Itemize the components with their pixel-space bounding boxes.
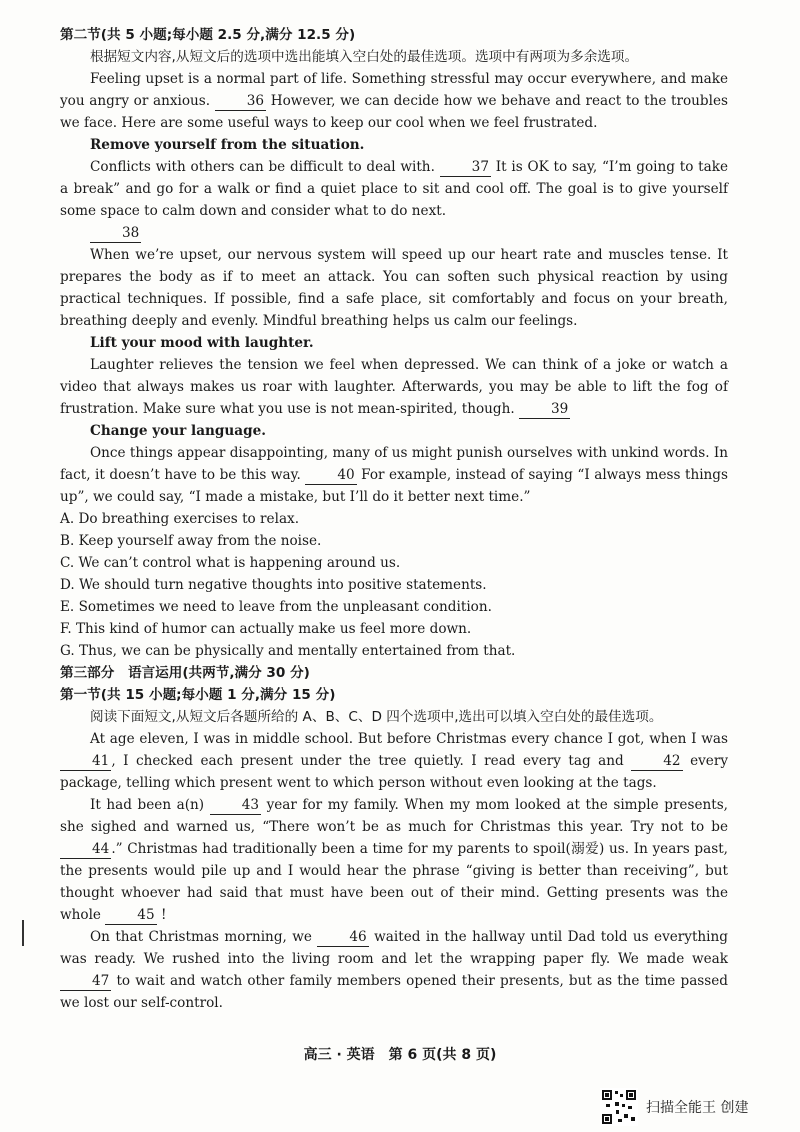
blank-40: 40 [305,466,356,485]
text: every package, telling which present went to which person without even looking at the tags. [60,753,729,791]
blank-41: 41 [60,752,111,771]
text: Feeling upset is a normal part of life. Something stressful may occur everywhere, and make you angry or anxious. [60,71,728,109]
passage-paragraph [60,442,728,508]
option-b: B. Keep yourself away from the noise. [60,533,322,549]
blank-37: 37 [440,158,491,177]
cloze-paragraph [60,728,728,794]
text: It had been a(n) [90,797,205,813]
text: For example, instead of saying “I always mess things up”, we could say, “I made a mistake, but I’ll do it better next time.” [60,467,728,505]
subheading-language: Change your language. [90,423,266,439]
blank-43: 43 [210,796,261,815]
text: Laughter relieves the tension we feel when depressed. We can think of a joke or watch a video that always makes us roar with laughter. Afterwards, you may be able to lift the fog of frustration. Make sure what you use is not mean-spirited, though. [60,357,728,417]
part3-heading: 第三部分 语言运用(共两节,满分 30 分) [60,665,310,681]
text: .” Christmas had traditionally been a time for my parents to spoil(溺爱) us. In years past, the presents would pile up and I would hear the phrase “giving is better than receiving”, but thought whoever had said that must have been out of their mind. Getting presents was the whole [60,841,728,923]
option-c: C. We can’t control what is happening around us. [60,555,401,571]
subheading-laughter: Lift your mood with laughter. [90,335,314,351]
blank-44: 44 [60,840,111,859]
text: year for my family. When my mom looked at the simple presents, she sighed and warned us, “There won’t be as much for Christmas this year. Try not to be [60,797,729,835]
text: On that Christmas morning, we [90,929,312,945]
blank-46: 46 [317,928,368,947]
text: At age eleven, I was in middle school. But before Christmas every chance I got, when I was [90,731,728,747]
text: , I checked each present under the tree quietly. I read every tag and [111,753,624,769]
cloze-paragraph [60,794,728,926]
blank-45: 45 [105,906,156,925]
text: However, we can decide how we behave and react to the troubles we face. Here are some useful ways to keep our cool when we feel frustrated. [60,93,728,131]
text: ! [160,907,167,923]
section2-instruction: 根据短文内容,从短文后的选项中选出能填入空白处的最佳选项。选项中有两项为多余选项。 [90,49,639,65]
section2-heading: 第二节(共 5 小题;每小题 2.5 分,满分 12.5 分) [60,27,356,43]
part3-section1-heading: 第一节(共 15 小题;每小题 1 分,满分 15 分) [60,687,336,703]
blank-42: 42 [631,752,682,771]
scanner-stamp [600,1088,748,1126]
blank-39: 39 [519,400,570,419]
blank-38: 38 [90,224,141,243]
margin-mark [22,920,24,946]
text: waited in the hallway until Dad told us everything was ready. We rushed into the living room and let the wrapping paper fly. We made weak [60,929,728,967]
option-g: G. Thus, we can be physically and mentally entertained from that. [60,643,516,659]
blank-36: 36 [215,92,266,111]
passage-paragraph [60,354,728,420]
blank-47: 47 [60,972,111,991]
part3-instruction: 阅读下面短文,从短文后各题所给的 A、B、C、D 四个选项中,选出可以填入空白处的最佳选项。 [90,709,663,725]
option-d: D. We should turn negative thoughts into positive statements. [60,577,487,593]
cloze-paragraph [60,926,728,1014]
passage-paragraph [60,68,728,134]
text: Conflicts with others can be difficult to deal with. [90,159,435,175]
passage-paragraph [60,156,728,222]
option-e: E. Sometimes we need to leave from the unpleasant condition. [60,599,492,615]
subheading-remove: Remove yourself from the situation. [90,137,365,153]
text: Once things appear disappointing, many of us might punish ourselves with unkind words. In fact, it doesn’t have to be this way. [60,445,728,483]
passage-paragraph: When we’re upset, our nervous system will speed up our heart rate and muscles tense. It prepares the body as if to meet an attack. You can soften such physical reaction by using practical techniques. If possible, find a safe place, sit comfortably and focus on your breath, breathing deeply and evenly. Mindful breathing helps us calm our feelings. [60,247,728,329]
option-a: A. Do breathing exercises to relax. [60,511,300,527]
option-f: F. This kind of humor can actually make us feel more down. [60,621,472,637]
qr-code-icon [600,1088,638,1126]
blank-line-38 [60,222,728,244]
text: to wait and watch other family members opened their presents, but as the time passed we lost our self-control. [60,973,728,1011]
text: It is OK to say, “I’m going to take a break” and go for a walk or find a quiet place to sit and cool off. The goal is to give yourself some space to calm down and consider what to do next. [60,159,728,219]
exam-page [60,24,728,1014]
stamp-text: 扫描全能王 创建 [646,1100,749,1116]
page-footer: 高三 · 英语 第 6 页(共 8 页) [303,1047,497,1063]
